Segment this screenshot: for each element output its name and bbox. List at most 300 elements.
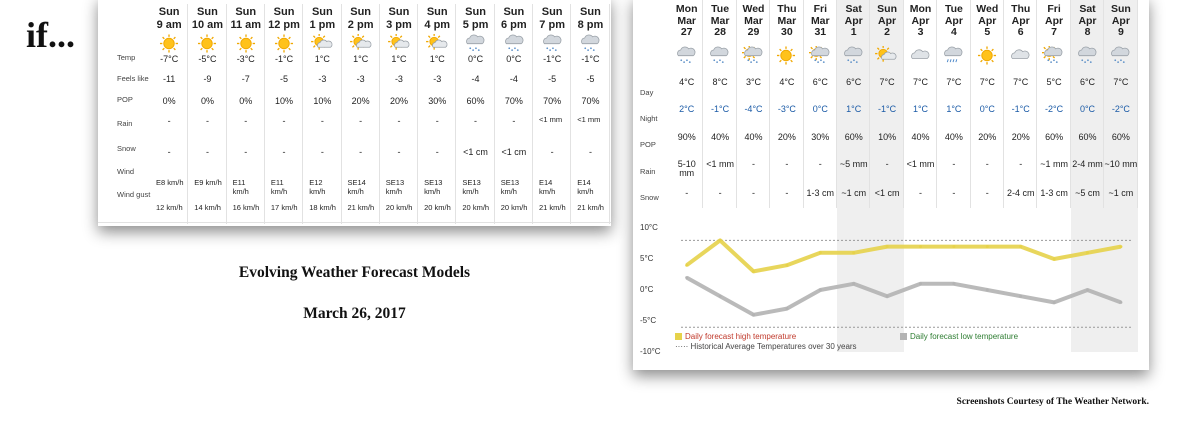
cell-gust: 20 km/h [462,203,490,212]
day-cell-pop: 10% [878,132,897,142]
day-row-label-day: Day [640,88,654,97]
day-cell-rain: 5-10 mm [677,159,696,178]
cell-snow: - [320,147,324,157]
column-divider [302,4,303,224]
cell-wind: SE13 km/h [385,178,405,196]
day-cell-rain: - [885,159,889,169]
day-cell-night: 0°C [1079,104,1096,114]
day-cell-pop: 90% [677,132,696,142]
hour-time: 9 am [156,19,182,31]
column-divider [226,4,227,224]
cell-pop: 70% [543,96,562,106]
cell-gust: 21 km/h [539,203,566,212]
day-cell-snow: - [985,188,989,198]
cell-pop: 10% [275,96,294,106]
day-cell-rain: ~10 mm [1104,159,1138,169]
day-cell-rain: - [818,159,822,169]
day-cell-day: 7°C [879,77,895,87]
day-cell-rain: - [785,159,789,169]
day-header-dow: Tue [944,3,963,15]
day-cell-day: 7°C [1113,77,1129,87]
high-temperature-point [919,245,922,248]
day-header-dom: 2 [884,26,890,38]
day-header-mon: Mar [777,14,797,27]
cell-temp: -7°C [160,54,179,64]
cell-rain: - [474,116,478,126]
cell-gust: 18 km/h [309,203,336,212]
cell-rain: <1 mm [577,115,601,124]
cell-pop: 30% [428,96,447,106]
hour-time: 2 pm [347,19,374,31]
cell-rain: - [359,116,363,126]
day-header-mon: Apr [1078,14,1097,27]
cell-feels: -3 [318,74,327,84]
row-label-feels: Feels like [117,74,149,83]
y-tick-label: 10°C [640,223,658,232]
hour-day: Sun [350,6,372,18]
day-cell-rain: <1 mm [706,159,734,169]
hour-time: 4 pm [424,19,451,31]
cell-feels: -7 [241,74,250,84]
day-header-dow: Sat [1079,3,1096,15]
day-cell-night: -1°C [878,104,897,114]
cell-snow: - [550,147,554,157]
cell-snow: - [167,147,171,157]
day-header-dom: 31 [814,26,827,38]
cell-snow: - [205,147,209,157]
cell-gust: 20 km/h [424,203,451,212]
day-cell-day: 6°C [1079,77,1096,87]
cell-rain: - [512,116,516,126]
day-cell-rain: - [952,159,956,169]
high-temperature-point [986,245,989,248]
day-row-label-pop: POP [640,140,656,149]
day-cell-night: 2°C [679,104,695,114]
low-temperature-point [685,276,688,279]
hour-header [342,6,380,32]
low-temperature-point [719,295,722,298]
cell-pop: 70% [504,96,523,106]
cell-snow: - [244,147,248,157]
hour-day: Sun [197,6,218,18]
day-cell-snow: - [918,188,922,198]
day-header-dom: 29 [747,26,760,38]
cell-wind: SE13 km/h [500,178,520,196]
legend-dotted-icon: ····· [675,342,691,351]
low-temperature-point [886,295,889,298]
hour-time: 5 pm [462,19,489,31]
column-divider [494,4,495,224]
day-cell-night: 1°C [946,104,962,114]
day-cell-night: -1°C [711,104,730,114]
day-cell-rain: 2-4 mm [1072,159,1103,169]
cell-temp: -3°C [236,54,255,64]
day-header-dow: Mon [675,3,698,15]
day-header-dom: 4 [950,26,957,38]
hour-time: 12 pm [268,19,300,31]
day-header-mon: Apr [911,14,930,27]
day-cell-pop: 20% [1011,132,1030,142]
temperature-chart [633,0,1149,370]
cell-wind: E14 km/h [539,178,556,196]
cell-pop: 0% [200,96,214,106]
legend-label-high: Daily forecast high temperature [685,332,797,341]
day-header-dom: 5 [984,26,991,38]
day-cell-pop: 60% [1111,132,1130,142]
day-header-dom: 27 [680,26,693,38]
day-header-dow: Wed [742,3,765,15]
cell-temp: 0°C [506,54,522,64]
cell-wind: E8 km/h [156,178,184,187]
cell-gust: 12 km/h [156,203,183,212]
cell-gust: 14 km/h [194,203,221,212]
cell-gust: 20 km/h [385,203,413,212]
cell-temp: -1°C [543,54,562,64]
day-header-dow: Sun [1110,3,1131,15]
day-header-mon: Apr [944,14,963,27]
cell-wind: E9 km/h [194,178,222,187]
day-cell-snow: ~5 cm [1075,188,1100,198]
cell-pop: 20% [351,96,370,106]
day-cell-pop: 40% [711,132,730,142]
day-cell-night: -2°C [1045,104,1064,114]
day-cell-snow: ~1 cm [841,188,867,198]
hour-time: 10 am [191,19,224,31]
hour-time: 3 pm [386,19,412,31]
day-cell-day: 6°C [846,77,862,87]
low-temperature-point [1086,289,1089,292]
day-header-dom: 28 [714,26,726,38]
cell-snow: <1 cm [463,147,488,157]
hour-header [495,6,533,32]
day-cell-rain: - [751,159,755,169]
cell-wind: E12 km/h [309,178,326,196]
column-divider [570,4,571,224]
day-header-mon: Apr [1045,14,1064,27]
y-tick-label: -5°C [640,316,657,325]
day-header-mon: Apr [1011,14,1030,27]
cell-rain: - [397,116,401,126]
day-header-dom: 30 [781,26,793,38]
day-cell-day: 7°C [946,77,962,87]
hour-time: 6 pm [500,19,527,31]
cell-feels: -5 [548,74,557,84]
column-divider [264,4,265,224]
day-header-dom: 3 [917,26,924,38]
legend-label-historical: Historical Average Temperatures over 30 years [690,342,857,351]
column-divider [532,4,533,224]
day-header-dow: Fri [1047,3,1061,15]
cell-temp: 1°C [429,54,445,64]
low-temperature-point [1053,301,1056,304]
day-cell-snow: - [718,188,722,198]
column-divider [609,4,610,224]
high-temperature-point [819,251,822,254]
column-divider [187,4,188,224]
high-temperature-point [1053,258,1056,261]
slide-date: March 26, 2017 [303,305,406,322]
hour-header [265,6,303,32]
cell-rain: - [435,116,439,126]
hour-day: Sun [235,6,257,18]
day-header-dom: 7 [1051,26,1057,38]
day-header-dow: Fri [813,3,827,15]
day-row-label-rain: Rain [640,167,656,176]
hour-header [303,6,341,32]
hour-day: Sun [541,6,563,18]
cell-feels: -5 [280,74,289,84]
day-cell-pop: 30% [811,132,830,142]
high-temperature-point [1019,245,1022,248]
day-cell-snow: - [952,188,956,198]
day-header-dow: Sat [845,3,862,15]
slide-heading: if... [26,15,75,55]
cell-pop: 0% [239,96,253,106]
high-temperature-point [752,270,755,273]
hour-header [227,6,265,32]
day-cell-day: 6°C [812,77,828,87]
cell-wind: E11 km/h [270,178,288,196]
hour-header [150,6,188,32]
hour-day: Sun [503,6,525,18]
cell-temp: -1°C [274,54,294,64]
day-cell-night: -4°C [744,104,763,114]
cell-gust: 17 km/h [270,203,298,212]
high-temperature-point [1119,245,1122,248]
legend-high [675,332,796,341]
cell-wind: SE13 km/h [462,178,481,196]
cell-feels: -3 [433,74,442,84]
row-label-gust: Wind gust [117,190,151,199]
low-temperature-point [852,282,855,285]
cell-feels: -5 [586,74,595,84]
cell-feels: -4 [471,74,480,84]
cell-snow: <1 cm [501,147,527,157]
column-divider [417,4,418,224]
day-cell-pop: 40% [911,132,930,142]
cell-snow: - [282,147,286,157]
cell-wind: SE13 km/h [424,178,443,196]
hour-time: 7 pm [539,19,565,31]
low-temperature-point [986,289,989,292]
day-cell-pop: 20% [978,132,997,142]
hour-day: Sun [426,6,448,18]
cell-feels: -9 [203,74,212,84]
y-tick-label: 0°C [640,285,654,294]
legend-swatch-high [675,333,682,340]
day-cell-pop: 60% [1078,132,1097,142]
day-cell-day: 3°C [745,77,762,87]
cell-rain: - [205,116,209,126]
column-divider [341,4,342,224]
day-cell-night: 0°C [979,104,995,114]
day-cell-snow: 1-3 cm [806,188,835,198]
hourly-forecast-panel [98,0,611,226]
day-header-dow: Tue [711,3,730,15]
day-header-dow: Sun [877,3,897,15]
low-temperature-point [952,282,955,285]
high-temperature-line [687,240,1121,271]
y-tick-label: 5°C [640,254,654,263]
day-header-mon: Apr [1111,14,1130,27]
cell-pop: 20% [389,96,408,106]
day-cell-rain: - [985,159,989,169]
day-cell-snow: - [751,188,755,198]
hour-day: Sun [465,6,486,18]
legend-swatch-low [900,333,907,340]
low-temperature-point [819,289,822,292]
cell-pop: 10% [313,96,332,106]
hour-header [380,6,418,32]
day-cell-day: 5°C [1046,77,1062,87]
legend-label-low: Daily forecast low temperature [910,332,1019,341]
cell-snow: - [435,147,439,157]
day-cell-rain: ~1 mm [1040,159,1068,169]
day-header-dom: 6 [1017,26,1024,38]
day-cell-pop: 40% [944,132,963,142]
cell-wind: E14 km/h [577,178,594,196]
legend-low [900,332,1018,341]
cell-pop: 0% [162,96,176,106]
day-cell-day: 7°C [979,77,995,87]
day-header-mon: Mar [810,14,830,27]
hour-day: Sun [273,6,295,18]
row-label-pop: POP [117,95,133,104]
cell-gust: 16 km/h [232,203,260,212]
day-header-dow: Thu [1011,3,1031,15]
day-cell-day: 4°C [679,77,695,87]
cell-temp: 1°C [353,54,369,64]
cell-temp: -1°C [581,54,600,64]
day-cell-snow: 2-4 cm [1006,188,1035,198]
day-cell-rain: - [1019,159,1023,169]
low-temperature-line [687,278,1121,315]
cell-pop: 70% [581,96,600,106]
credit-text: Screenshots Courtesy of The Weather Network. [956,397,1149,407]
hour-day: Sun [388,6,410,18]
hour-time: 8 pm [577,19,604,31]
day-cell-night: -2°C [1111,104,1130,114]
day-cell-day: 7°C [1013,77,1029,87]
low-temperature-point [1019,295,1022,298]
cell-feels: -3 [394,74,403,84]
cell-gust: 21 km/h [347,203,375,212]
cell-temp: -5°C [198,54,217,64]
day-header-mon: Mar [677,14,697,27]
day-cell-day: 8°C [712,77,728,87]
day-cell-rain: <1 mm [906,159,935,169]
cell-gust: 21 km/h [577,203,604,212]
day-cell-pop: 20% [777,132,796,142]
day-header-mon: Apr [878,14,897,27]
day-cell-snow: ~1 cm [1108,188,1134,198]
hour-header [188,6,226,32]
row-label-temp: Temp [117,53,136,62]
legend-historical [675,342,857,351]
cell-snow: - [359,147,363,157]
y-tick-label: -10°C [640,347,661,356]
day-header-dom: 1 [850,26,857,38]
hour-header [571,6,609,32]
cell-rain: <1 mm [539,115,563,124]
daily-forecast-panel [633,0,1149,370]
day-header-mon: Apr [844,14,863,27]
hour-header [456,6,494,32]
hour-header [418,6,456,32]
high-temperature-point [852,251,855,254]
hour-header [533,6,571,32]
cell-rain: - [244,116,248,126]
day-cell-snow: - [685,188,689,198]
hour-day: Sun [580,6,601,18]
low-temperature-point [919,282,922,285]
cell-pop: 60% [466,96,485,106]
high-temperature-point [719,239,722,242]
column-divider [455,4,456,224]
day-header-dow: Wed [976,3,999,15]
day-header-dom: 8 [1084,26,1091,38]
day-cell-pop: 60% [1045,132,1064,142]
day-cell-rain: ~5 mm [839,159,868,169]
high-temperature-point [1086,251,1089,254]
low-temperature-point [752,313,755,316]
cell-rain: - [282,116,286,126]
cell-feels: -3 [356,74,365,84]
day-header-mon: Mar [710,14,730,27]
day-cell-pop: 60% [844,132,863,142]
hour-day: Sun [311,6,333,18]
low-temperature-point [1119,301,1122,304]
hour-time: 1 pm [309,19,336,31]
day-row-label-night: Night [640,114,658,123]
column-divider [379,4,380,224]
cell-wind: E11 km/h [232,178,249,196]
day-header-dow: Mon [909,3,932,15]
day-row-label-snow: Snow [640,193,659,202]
hour-time: 11 am [230,19,262,31]
cell-snow: - [397,147,401,157]
high-temperature-point [952,245,955,248]
day-cell-night: -3°C [777,104,796,114]
cell-temp: 0°C [467,54,484,64]
cell-temp: 1°C [314,54,330,64]
cell-wind: SE14 km/h [347,178,366,196]
low-temperature-point [785,307,788,310]
day-header-dow: Thu [777,3,797,15]
high-temperature-point [785,264,788,267]
day-cell-night: 1°C [846,104,862,114]
high-temperature-point [685,264,688,267]
day-cell-snow: - [785,188,789,198]
row-label-rain: Rain [117,119,133,128]
cell-rain: - [167,116,171,126]
day-cell-day: 4°C [779,77,795,87]
day-cell-night: 0°C [812,104,828,114]
day-cell-day: 7°C [912,77,929,87]
day-header-mon: Apr [978,14,997,27]
day-cell-snow: 1-3 cm [1040,188,1068,198]
hour-day: Sun [158,6,180,18]
cell-snow: - [588,147,592,157]
day-cell-snow: <1 cm [874,188,900,198]
day-cell-night: 1°C [912,104,929,114]
panel-bottom-rule [98,222,611,223]
day-header-dom: 9 [1117,26,1124,38]
high-temperature-point [886,245,889,248]
cell-feels: -11 [162,74,176,84]
row-label-wind: Wind [117,167,135,176]
cell-feels: -4 [509,74,518,84]
